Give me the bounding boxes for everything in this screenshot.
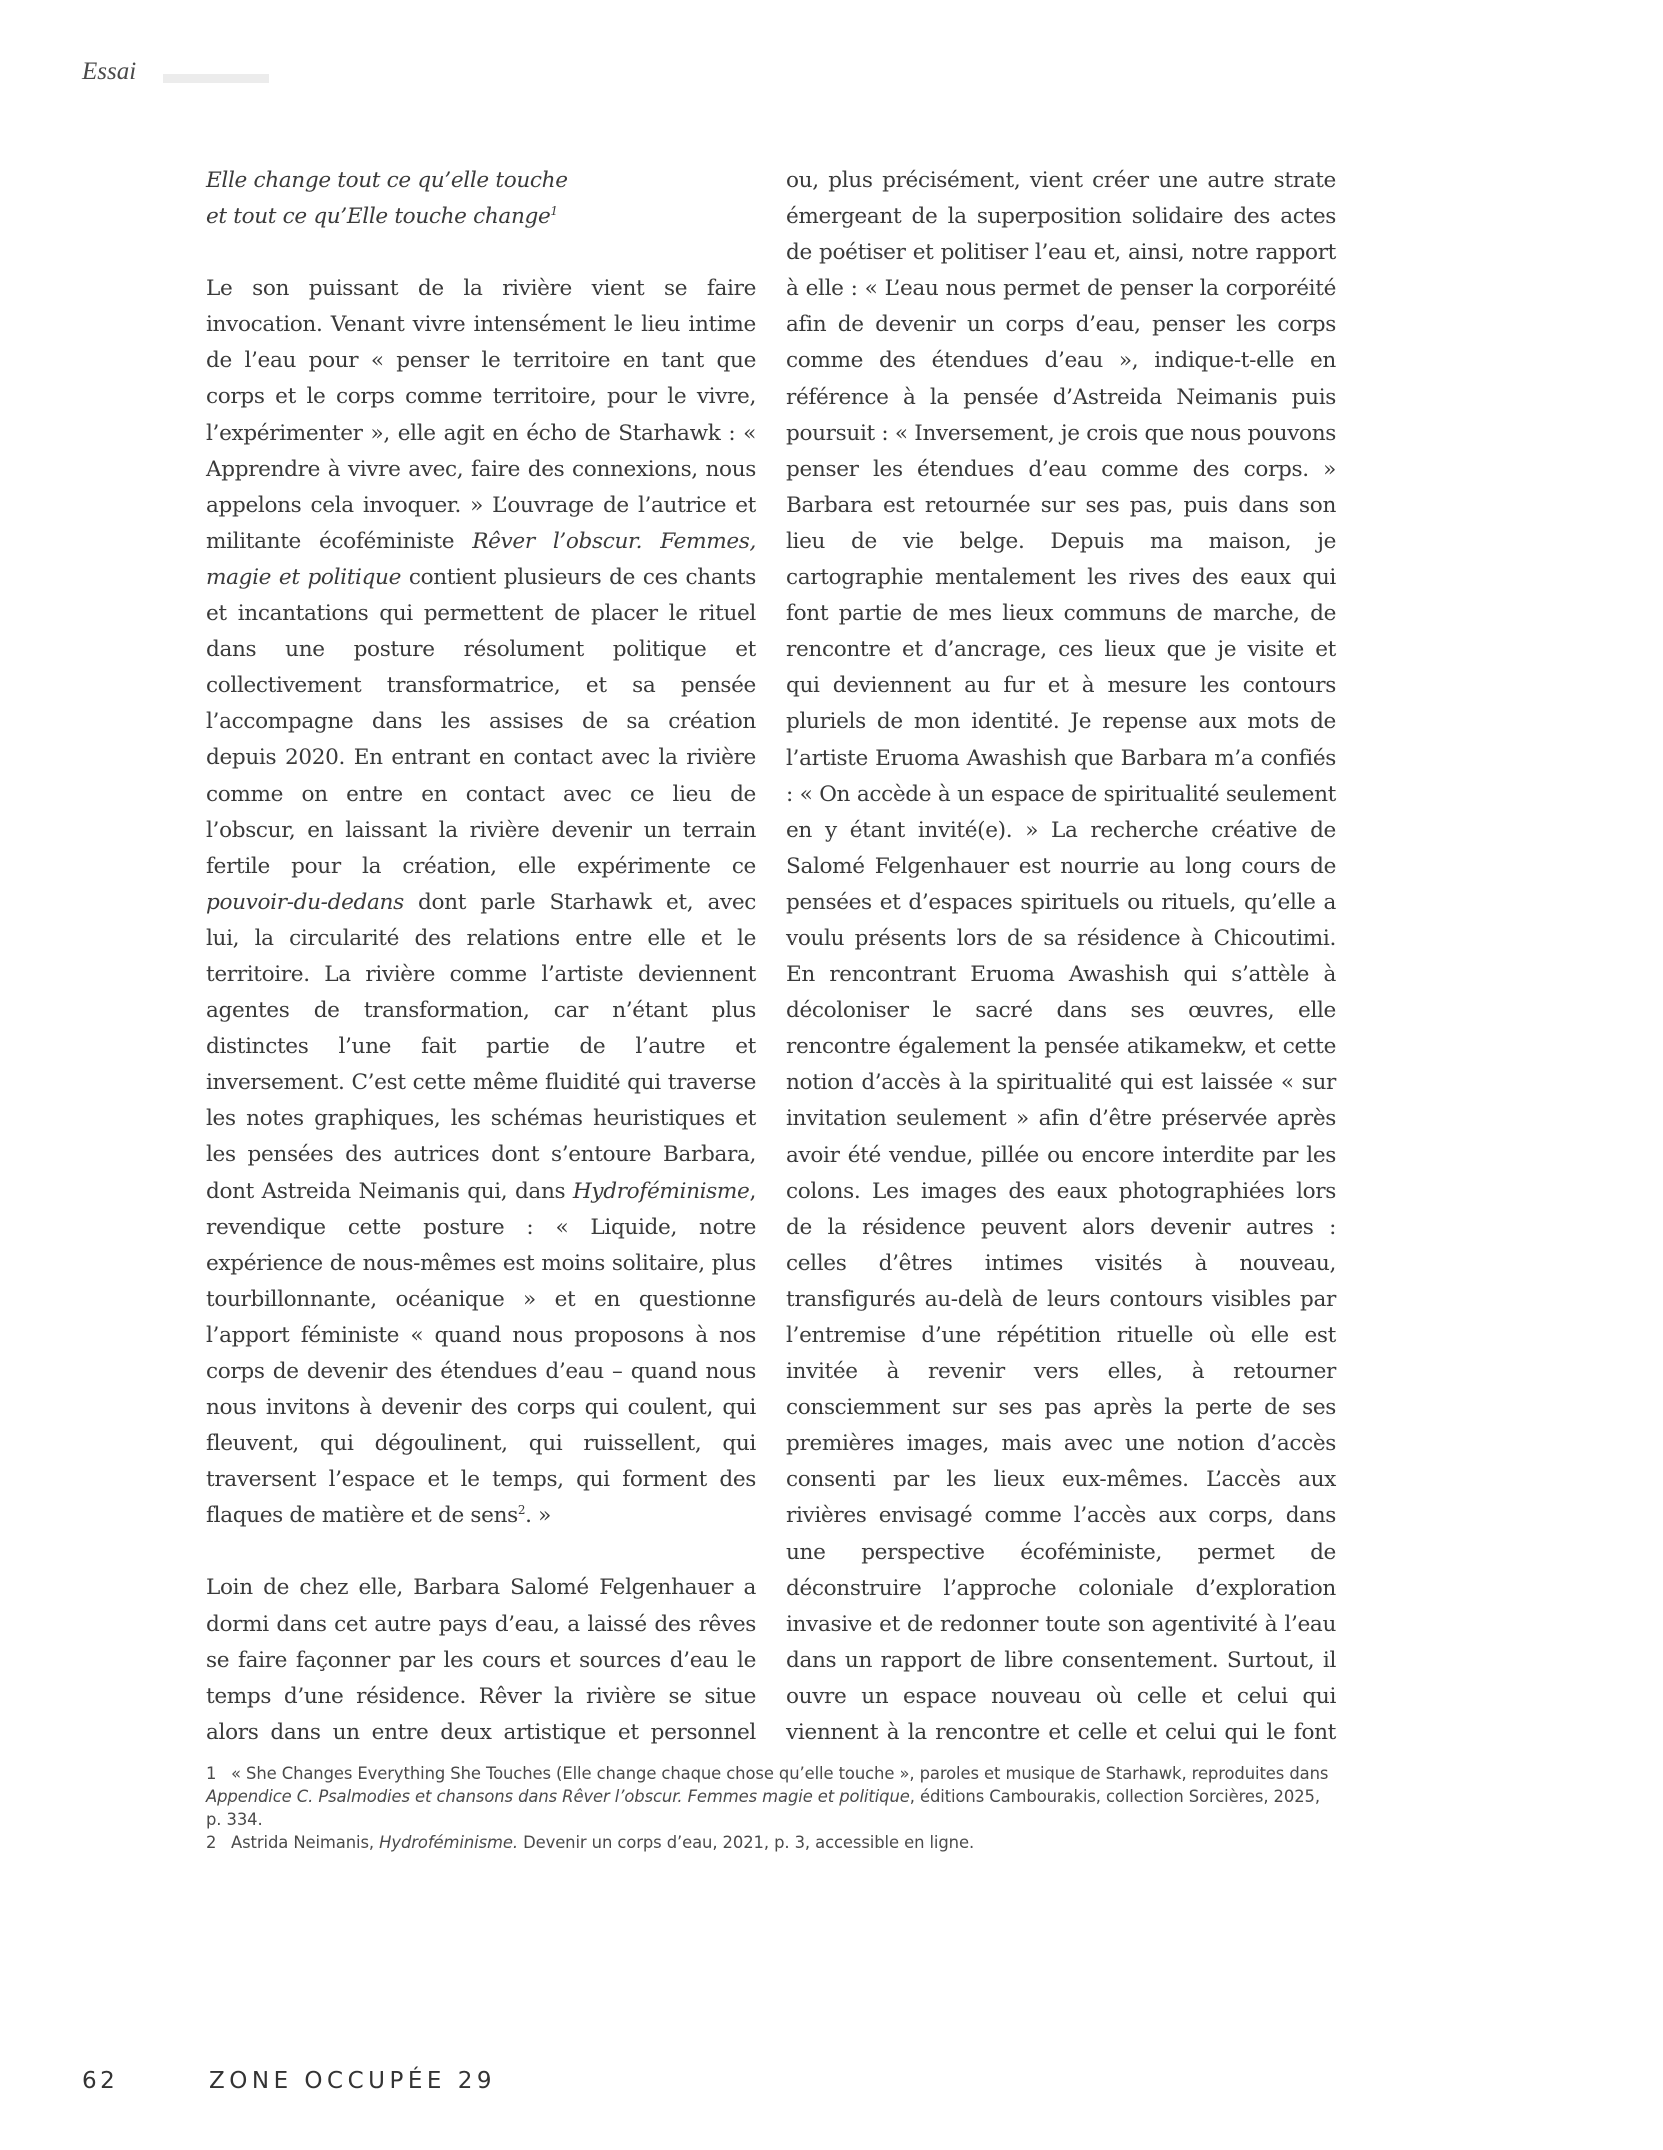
text-run: , revendique cette posture : « Liquide, notre expérience de nous-mêmes est moins solitaire, plus tourbillonnante, océanique » et en questionne l’apport féministe « quand nous proposons à nos corps de devenir des étendues d’eau – quand nous nous invitons à devenir des corps qui coulent, qui fleuvent, qui dégoulinent, qui ruissellent, qui traversent l’espace et le temps, qui forment des flaques de matière et de sens [206,1178,756,1529]
body-paragraph-3: ou, plus précisément, vient créer une autre strate émergeant de la superposition solidaire des actes de poétiser et politiser l’eau et, ainsi, notre rapport à elle : « L’eau nous permet de penser la corporéité afin de devenir un corps d’eau, penser les corps comme des étendues d’eau », indique-t-elle en référence à la pensée d’Astreida Neimanis puis poursuit : « Inversement, je crois que nous pouvons penser les étendues d’eau comme des corps. » Barbara est retournée sur ses pas, puis dans son lieu de vie belge. Depuis ma maison, je cartographie mentalement les rives des eaux qui font partie de mes lieux communs de marche, de rencontre et d’ancrage, ces lieux que je visite et qui deviennent au fur et à mesure les contours pluriels de mon identité. Je repense aux mots de l’artiste Eruoma Awashish que Barbara m’a confiés : « On accède à un espace de spiritualité seulement en y étant invité(e). » La recherche créative de Salomé Felgenhauer est nourrie au long cours de pensées et d’espaces spirituels ou rituels, qu’elle a voulu présents lors de sa résidence à Chicoutimi. En rencontrant Eruoma Awashish qui s’attèle à décoloniser le sacré dans ses œuvres, elle rencontre également la pensée atikamekw, et cette notion d’accès à la spiritualité qui est laissée « sur invitation seulement » afin d’être préservée après avoir été vendue, pillée ou encore interdite par les colons. Les images des eaux photographiées lors de la résidence peuvent alors devenir autres : celles d’êtres intimes visités à nouveau, transfigurés au-delà de leurs contours visibles par l’entremise d’une répétition rituelle où elle est invitée à revenir vers elles, à retourner consciemment sur ses pas après la perte de ses premières images, mais avec une notion d’accès consenti par les lieux eux-mêmes. L’accès aux rivières envisagé comme l’accès aux corps, dans une perspective écoféministe, permet de déconstruire l’approche coloniale d’exploration invasive et de redonner toute son agentivité à l’eau dans un rapport de libre consentement. Surtout, il ouvre un espace nouveau où celle et celui qui viennent à la rencontre et celle et celui qui le font [786,168,1336,1746]
term: pouvoir-du-dedans [206,889,404,915]
footnote-1 [206,1762,1336,1831]
footnote-2 [206,1831,1336,1854]
section-label: Essai [82,58,137,85]
epigraph-line-1: Elle change tout ce qu’elle touche [206,168,568,193]
epigraph-line-2 [206,199,756,235]
text-run: Le son puissant de la rivière vient se faire invocation. Venant vivre intensément le lieu intime de l’eau pour « penser le territoire en tant que corps et le corps comme territoire, pour le vivre, l’expérimenter », elle agit en écho de Starhawk : « Apprendre à vivre avec, faire des connexions, nous appelons cela invoquer. » L’ouvrage de l’autrice et militante écoféministe [206,276,756,554]
footnote-text: , éditions Cambourakis, collection Sorcières, 2025, p. 334. [206,1787,1320,1829]
left-column [206,163,756,1751]
page-number: 62 [82,2068,119,2094]
footnote-title: Hydroféminisme. [379,1833,518,1852]
footnote-text: Devenir un corps d’eau, 2021, p. 3, accessible en ligne. [517,1833,975,1852]
text-run: . » [525,1503,552,1529]
footnote-ref-1: 1 [550,203,558,218]
text-run: contient plusieurs de ces chants et incantations qui permettent de placer le rituel dans une posture résolument politique et collectivement transformatrice, et sa pensée l’accompagne dans les assises de sa création depuis 2020. En entrant en contact avec la rivière comme on entre en contact avec ce lieu de l’obscur, en laissant la rivière devenir un terrain fertile pour la création, elle expérimente ce [206,564,756,879]
right-column [786,163,1336,1751]
header-rule [163,74,269,83]
footnote-ref-2: 2 [517,1503,526,1518]
epigraph-line-2-text: et tout ce qu’Elle touche change [206,204,551,230]
footnote-title: Appendice C. Psalmodies et chansons dans Rêver l’obscur. Femmes magie et politique [206,1787,910,1806]
body-paragraph-1 [206,271,756,1534]
text-run: dont parle Starhawk et, avec lui, la circularité des relations entre elle et le territoire. La rivière comme l’artiste deviennent agentes de transformation, car n’étant plus distinctes l’une fait partie de l’autre et inversement. C’est cette même fluidité qui traverse les notes graphiques, les schémas heuristiques et les pensées des autrices dont s’entoure Barbara, dont Astreida Neimanis qui, dans [206,889,756,1204]
footnote-text: Astrida Neimanis, [231,1833,380,1852]
epigraph [206,163,756,235]
book-title: Hydroféminisme [572,1178,750,1204]
footnote-number: 1 [206,1764,217,1783]
book-title: Rêver l’obscur. Femmes, magie et politique [206,528,756,590]
footnote-number: 2 [206,1833,217,1852]
footnotes [206,1762,1336,1854]
body-paragraph-2: Loin de chez elle, Barbara Salomé Felgenhauer a dormi dans cet autre pays d’eau, a laissé des rêves se faire façonner par les cours et sources d’eau le temps d’une résidence. Rêver la rivière se situe alors dans un entre deux artistique et personnel [206,1575,756,1745]
footnote-text: « She Changes Everything She Touches (Elle change chaque chose qu’elle touche », paroles et musique de Starhawk, reproduites dans [231,1764,1329,1783]
journal-title: ZONE OCCUPÉE 29 [209,2068,496,2094]
